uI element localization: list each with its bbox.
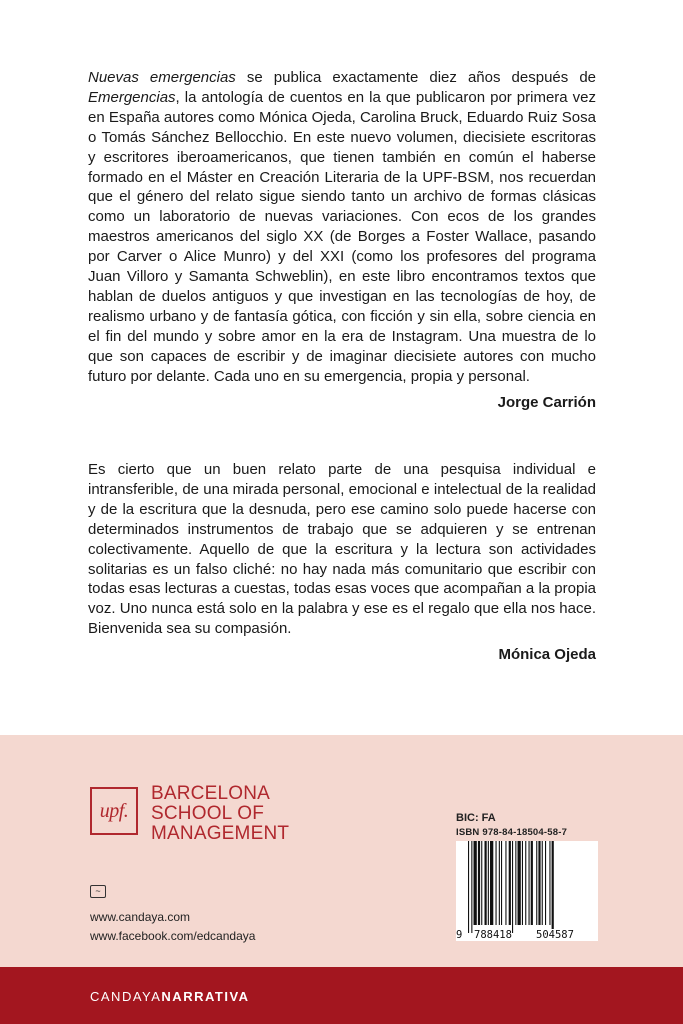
bic-code: BIC: FA: [456, 812, 496, 824]
barcode-bar: [522, 841, 523, 925]
footer-band: [0, 967, 683, 1024]
barcode-bar: [505, 841, 506, 925]
barcode-bars: [456, 841, 598, 933]
isbn-barcode: [456, 841, 598, 941]
candaya-logo-icon: ~: [90, 885, 106, 898]
blurb-jorge-carrion: [88, 68, 596, 412]
institution-line-2: SCHOOL OF: [151, 803, 264, 824]
blurb-monica-ojeda: [88, 460, 596, 665]
blurb-paragraph-2: Es cierto que un buen relato parte de una pesquisa individual e intransferible, de una mirada personal, emocional e intelectual de la realidad y de la escritura que la desnuda, pero ese camino solo puede hacerse con determinados instrumentos de trabajo que se adquieren y se entrenan colectivamente. Aquello de que la escritura y la lectura son actividades solitarias es un falso cliché: no hay nada más comunitario que escribir con todas esas lecturas a cuestas, todas esas voces que acompañan a la propia voz. Uno nunca está solo en la palabra y ese es el regalo que ella nos hace. Bienvenida sea su compasión.: [88, 461, 596, 638]
institution-line-3: MANAGEMENT: [151, 823, 290, 844]
barcode-bar: [481, 841, 482, 925]
barcode-bar: [531, 841, 533, 925]
institution-line-1: BARCELONA: [151, 783, 271, 804]
barcode-bar: [542, 841, 543, 925]
upf-logo: upf.: [90, 787, 138, 835]
blurb-text-b: , la antología de cuentos en la que publicaron por primera vez en España autores como Mónica Ojeda, Carolina Bruck, Eduardo Ruiz Sosa o Tomás Sánchez Bellocchio. En este nuevo volumen, diecisiete escritoras y escritores iberoamericanos, que tienen también en común el haberse formado en el Máster en Creación Literaria de la UPF-BSM, nos recuerdan que el género del relato sigue siendo tanto un archivo de formas clásicas como un laboratorio de nuevas variaciones. Con ecos de los grandes maestros americanos del siglo XX (de Borges a Foster Wallace, pasando por Carver o Alice Munro) y del XXI (como los profesores del programa Juan Villoro y Samanta Schweblin), en este libro encontramos textos que hablan de duelos antiguos y que investigan en las tecnologías de hoy, de realismo urbano y de fantasía gótica, con ficción y sin ella, sobre ciencia en el fin del mundo y sobre amor en la era de Instagram. Una muestra de lo que son capaces de escribir y de imaginar diecisiete autores con mucho futuro por delante. Cada uno en su emergencia, propia y personal.: [88, 88, 596, 385]
footer-brand-light: CANDAYA: [90, 989, 162, 1004]
barcode-bar: [549, 841, 550, 925]
barcode-bar: [545, 841, 546, 925]
blurb-text-a: se publica exactamente diez años después de: [235, 69, 597, 86]
barcode-bar: [515, 841, 516, 925]
barcode-bar: [474, 841, 477, 925]
barcode-bar: [538, 841, 540, 925]
barcode-bar: [499, 841, 500, 925]
reference-title-italic: Emergencias: [88, 88, 176, 106]
barcode-digits-group-1: 788418: [474, 929, 512, 941]
barcode-bar: [468, 841, 469, 933]
barcode-bar: [496, 841, 497, 925]
institution-name: [151, 784, 289, 844]
barcode-bar: [512, 841, 513, 933]
footer-brand: [90, 989, 250, 1004]
isbn-code: ISBN 978-84-18504-58-7: [456, 827, 568, 838]
facebook-link[interactable]: www.facebook.com/edcandaya: [90, 929, 256, 943]
barcode-bar: [490, 841, 493, 925]
signature-jorge-carrion: Jorge Carrión: [497, 393, 596, 411]
signature-monica-ojeda: Mónica Ojeda: [498, 646, 596, 664]
website-link[interactable]: www.candaya.com: [90, 910, 191, 924]
barcode-digits-group-2: 504587: [536, 929, 574, 941]
footer-brand-bold: NARRATIVA: [161, 989, 250, 1004]
barcode-bar: [488, 841, 489, 925]
barcode-bar: [471, 841, 472, 933]
barcode-bar: [552, 841, 554, 933]
barcode-bar: [478, 841, 480, 925]
book-title-italic: Nuevas emergencias: [88, 69, 236, 86]
blurb-paragraph-1: [88, 68, 596, 387]
barcode-bar: [509, 841, 511, 925]
barcode-bar: [529, 841, 530, 925]
barcode-bar: [501, 841, 502, 925]
publisher-links: [90, 908, 255, 946]
barcode-digit-first: 9: [456, 929, 463, 941]
barcode-bar: [518, 841, 521, 925]
barcode-bar: [485, 841, 487, 925]
barcode-bar: [536, 841, 537, 925]
barcode-bar: [525, 841, 526, 925]
info-panel: [0, 735, 683, 967]
